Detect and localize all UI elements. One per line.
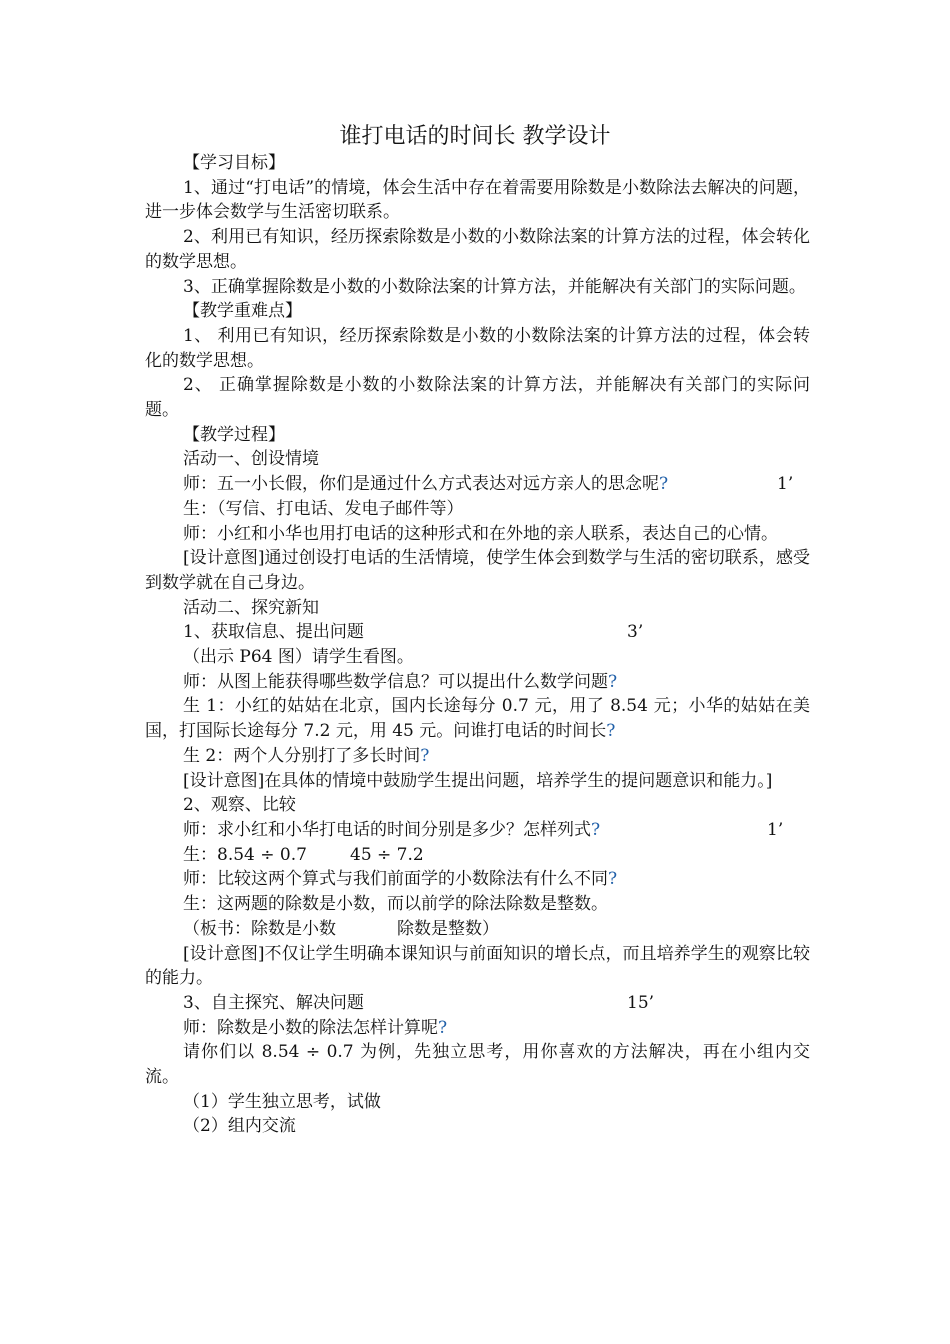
step-1-teacher-question [145, 670, 810, 695]
step-1-heading [145, 620, 810, 645]
question-mark: ? [420, 745, 430, 766]
step-3-substep-1: （1）学生独立思考，试做 [183, 1091, 381, 1112]
question-text: 师：五一小长假，你们是通过什么方式表达对远方亲人的思念呢 [183, 474, 659, 495]
answer-text: 生 1：小红的姑姑在北京，国内长途每分 0.7 元，用了 8.54 元；小华的姑姑在美国，打国际长途每分 7.2 元，用 45 元。问谁打电话的时间长 [145, 696, 810, 742]
activity-2-heading: 活动二、探究新知 [183, 597, 319, 618]
question-mark: ? [438, 1017, 448, 1038]
step-3-substep-2: （2）组内交流 [183, 1116, 296, 1137]
board-note-part-1: （板书：除数是小数 [183, 918, 336, 939]
step-2-student-answer [145, 843, 810, 868]
question-text: 师：求小红和小华打电话的时间分别是多少？怎样列式 [183, 819, 591, 840]
step-2-design-intent: [设计意图]不仅让学生明确本课知识与前面知识的增长点，而且培养学生的观察比较的能力。 [145, 943, 810, 989]
question-mark: ? [608, 869, 618, 890]
heading-learning-goals: 【学习目标】 [183, 153, 285, 173]
question-text: 师：比较这两个算式与我们前面学的小数除法有什么不同 [183, 869, 608, 890]
activity-1-heading: 活动一、创设情境 [183, 449, 319, 470]
question-text: 师：从图上能获得哪些数学信息？可以提出什么数学问题 [183, 671, 608, 692]
step-2-teacher-question [145, 818, 810, 843]
time-marker: 3’ [627, 622, 644, 643]
step-2-heading: 2、观察、比较 [183, 795, 296, 816]
step-1-show-picture: （出示 P64 图）请学生看图。 [183, 647, 414, 668]
answer-text: 生 2：两个人分别打了多长时间 [183, 745, 421, 766]
expression-2: 45 ÷ 7.2 [350, 844, 424, 865]
step-2-teacher-compare [145, 867, 810, 892]
goal-2: 2、利用已有知识，经历探索除数是小数的小数除法案的计算方法的过程，体会转化的数学思想。 [145, 227, 810, 272]
activity-1-design-intent: [设计意图]通过创设打电话的生活情境，使学生体会到数学与生活的密切联系，感受到数学就在自己身边。 [145, 548, 810, 593]
activity-1-teacher-statement: 师：小红和小华也用打电话的这种形式和在外地的亲人联系，表达自己的心情。 [183, 523, 778, 544]
heading-key-points: 【教学重难点】 [183, 301, 302, 322]
activity-1-student-answer: 生：（写信、打电话、发电子邮件等） [183, 498, 464, 519]
step-1-student-2 [145, 744, 810, 769]
goal-1: 1、通过“打电话”的情境，体会生活中存在着需要用除数是小数除法去解决的问题，进一步体会数学与生活密切联系。 [145, 177, 810, 223]
question-text: 师：除数是小数的除法怎样计算呢 [183, 1017, 438, 1038]
heading-teaching-process: 【教学过程】 [183, 424, 285, 445]
board-note-part-2: 除数是整数） [397, 918, 499, 939]
question-mark: ? [608, 671, 618, 692]
step-2-board-note [145, 917, 810, 942]
step-3-title: 3、自主探究、解决问题 [183, 992, 364, 1013]
expression-1: 生：8.54 ÷ 0.7 [183, 844, 307, 865]
document-title: 谁打电话的时间长 教学设计 [339, 124, 611, 149]
step-1-title: 1、获取信息、提出问题 [183, 622, 364, 643]
step-1-design-intent: [设计意图]在具体的情境中鼓励学生提出问题，培养学生的提问题意识和能力。] [183, 770, 773, 791]
step-3-instruction: 请你们以 8.54 ÷ 0.7 为例，先独立思考，用你喜欢的方法解决，再在小组内交流。 [145, 1042, 810, 1088]
step-1-student-1 [145, 694, 810, 743]
goal-3: 3、正确掌握除数是小数的小数除法案的计算方法，并能解决有关部门的实际问题。 [183, 276, 806, 297]
time-marker: 15’ [627, 992, 655, 1013]
question-mark: ? [659, 474, 669, 495]
step-2-student-compare: 生：这两题的除数是小数，而以前学的除法除数是整数。 [183, 894, 608, 915]
key-point-2: 2、 正确掌握除数是小数的小数除法案的计算方法，并能解决有关部门的实际问题。 [145, 375, 810, 421]
time-marker: 1’ [777, 474, 794, 495]
time-marker: 1’ [767, 819, 784, 840]
step-3-heading [145, 991, 810, 1016]
key-point-1: 1、 利用已有知识，经历探索除数是小数的小数除法案的计算方法的过程，体会转化的数学思想。 [145, 325, 810, 371]
step-3-teacher-question [145, 1016, 810, 1041]
activity-1-teacher-question [145, 472, 810, 497]
question-mark: ? [606, 721, 616, 742]
question-mark: ? [591, 819, 601, 840]
document-body [145, 151, 810, 1139]
